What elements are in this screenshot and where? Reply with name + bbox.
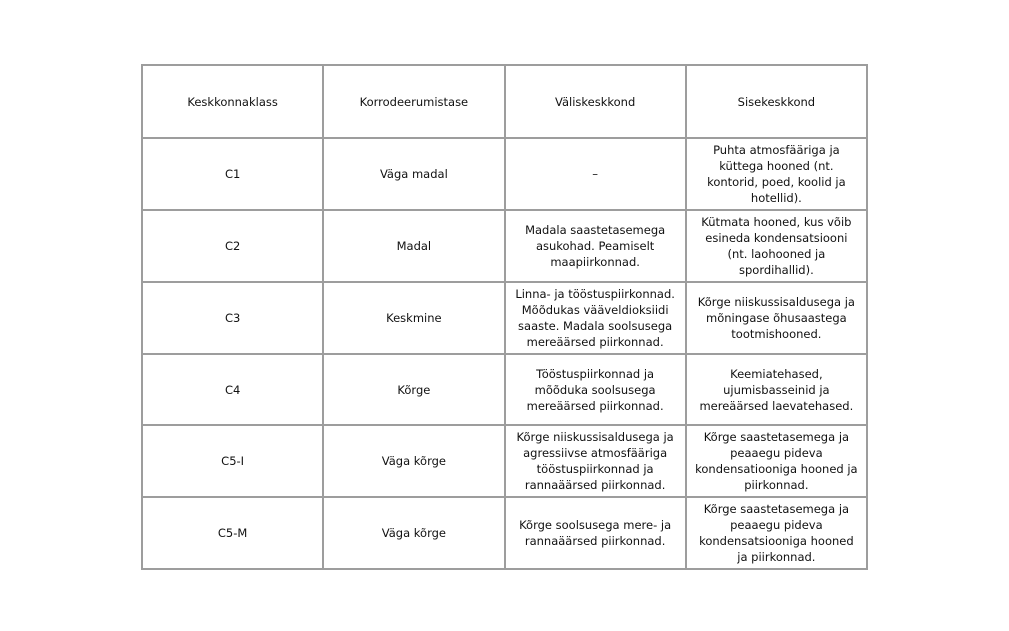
environment-class-table bbox=[141, 64, 868, 570]
cell-corrosion-level: Kõrge bbox=[323, 354, 504, 425]
cell-interior-environment: Kõrge saastetasemega ja peaaegu pideva kondensatiooniga hooned ja piirkonnad. bbox=[686, 425, 867, 497]
cell-corrosion-level: Keskmine bbox=[323, 282, 504, 354]
cell-exterior-environment: Tööstuspiirkonnad ja mõõduka soolsusega mereäärsed piirkonnad. bbox=[505, 354, 686, 425]
table-row-c4 bbox=[142, 354, 867, 425]
cell-class: C5-M bbox=[142, 497, 323, 569]
cell-class: C5-I bbox=[142, 425, 323, 497]
table-header bbox=[142, 65, 867, 138]
cell-class: C4 bbox=[142, 354, 323, 425]
column-header-valiskeskkond: Väliskeskkond bbox=[505, 65, 686, 138]
cell-exterior-environment: Kõrge soolsusega mere- ja rannaäärsed piirkonnad. bbox=[505, 497, 686, 569]
table-row-c5i bbox=[142, 425, 867, 497]
table-row-c1 bbox=[142, 138, 867, 210]
cell-interior-environment: Puhta atmosfääriga ja küttega hooned (nt. kontorid, poed, koolid ja hotellid). bbox=[686, 138, 867, 210]
cell-exterior-environment: Madala saastetasemega asukohad. Peamiselt maapiirkonnad. bbox=[505, 210, 686, 282]
column-header-sisekeskkond: Sisekeskkond bbox=[686, 65, 867, 138]
cell-class: C3 bbox=[142, 282, 323, 354]
table-row-c2 bbox=[142, 210, 867, 282]
cell-interior-environment: Keemiatehased, ujumisbasseinid ja mereäärsed laevatehased. bbox=[686, 354, 867, 425]
cell-exterior-environment: Linna- ja tööstuspiirkonnad. Mõõdukas vääveldioksiidi saaste. Madala soolsusega mereäärsed piirkonnad. bbox=[505, 282, 686, 354]
cell-exterior-environment: Kõrge niiskussisaldusega ja agressiivse atmosfääriga tööstuspiirkonnad ja rannaäärsed piirkonnad. bbox=[505, 425, 686, 497]
table-row-c5m bbox=[142, 497, 867, 569]
cell-interior-environment: Kütmata hooned, kus võib esineda kondensatsiooni (nt. laohooned ja spordihallid). bbox=[686, 210, 867, 282]
column-header-korrodeerumistase: Korrodeerumistase bbox=[323, 65, 504, 138]
header-row bbox=[142, 65, 867, 138]
cell-class: C1 bbox=[142, 138, 323, 210]
cell-corrosion-level: Väga kõrge bbox=[323, 497, 504, 569]
environment-class-table-container bbox=[141, 64, 868, 570]
cell-exterior-environment: – bbox=[505, 138, 686, 210]
cell-class: C2 bbox=[142, 210, 323, 282]
column-header-keskkonnaklass: Keskkonnaklass bbox=[142, 65, 323, 138]
cell-corrosion-level: Väga kõrge bbox=[323, 425, 504, 497]
cell-corrosion-level: Väga madal bbox=[323, 138, 504, 210]
cell-interior-environment: Kõrge saastetasemega ja peaaegu pideva kondensatsiooniga hooned ja piirkonnad. bbox=[686, 497, 867, 569]
table-body bbox=[142, 138, 867, 569]
table-row-c3 bbox=[142, 282, 867, 354]
cell-corrosion-level: Madal bbox=[323, 210, 504, 282]
cell-interior-environment: Kõrge niiskussisaldusega ja mõningase õhusaastega tootmishooned. bbox=[686, 282, 867, 354]
